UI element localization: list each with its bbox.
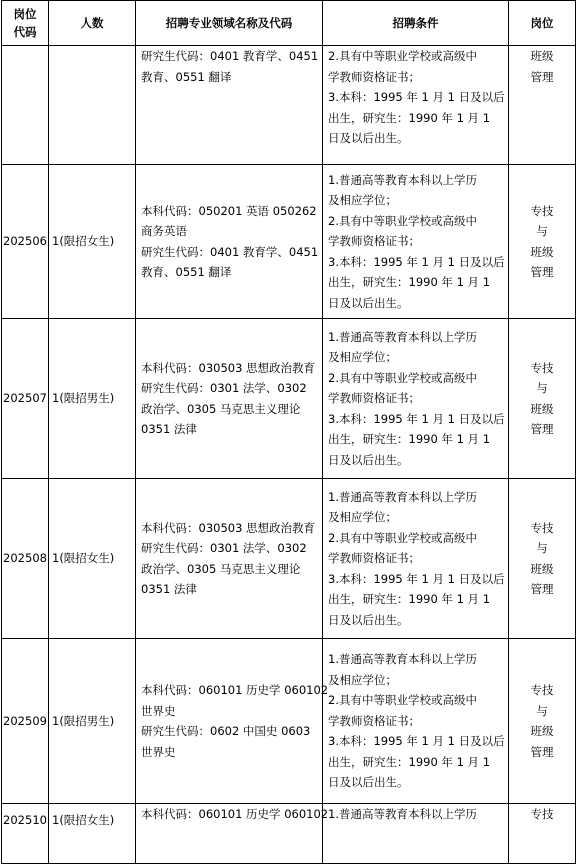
position-line: 与	[536, 703, 548, 718]
conditions-line: 出生，研究生：1990 年 1 月 1	[328, 275, 491, 290]
conditions-line: 日及以后出生。	[328, 452, 409, 467]
conditions-line: 3.本科：1995 年 1 月 1 日及以后	[328, 734, 505, 749]
major-line: 本科代码：060101 历史学 060102	[141, 683, 329, 697]
table-row	[2, 319, 576, 479]
position-cell	[509, 479, 576, 639]
major-cell	[136, 639, 329, 804]
major-line: 研究生代码：0301 法学、0302	[141, 381, 307, 395]
conditions-line: 1.普通高等教育本科以上学历	[328, 807, 477, 821]
header-conditions: 招聘条件	[323, 1, 509, 46]
conditions-line: 日及以后出生。	[328, 775, 409, 790]
major-line: 商务英语	[141, 224, 187, 238]
conditions-cell	[323, 479, 509, 639]
position-line: 专技	[530, 807, 554, 821]
position-line: 班级	[530, 49, 554, 63]
position-cell	[509, 639, 576, 804]
conditions-line: 3.本科：1995 年 1 月 1 日及以后	[328, 571, 505, 586]
table-row	[2, 165, 576, 319]
position-cell	[509, 165, 576, 319]
major-line: 本科代码：050201 英语 050262	[141, 203, 317, 218]
position-code-cell	[2, 46, 49, 165]
conditions-cell	[323, 319, 509, 479]
position-code-cell: 202510	[2, 804, 49, 864]
conditions-line: 2.具有中等职业学校或高级中	[328, 213, 477, 228]
header-row	[2, 1, 576, 46]
conditions-line: 3.本科：1995 年 1 月 1 日及以后	[328, 90, 505, 104]
recruitment-table	[1, 0, 576, 864]
position-line: 管理	[530, 582, 554, 596]
conditions-line: 出生，研究生：1990 年 1 月 1	[328, 754, 491, 769]
position-code-cell: 202506	[2, 165, 49, 319]
conditions-cell	[323, 804, 509, 864]
major-cell	[136, 319, 323, 479]
position-line: 管理	[530, 744, 554, 759]
position-line: 专技	[530, 683, 554, 697]
major-line: 教育、0551 翻译	[141, 265, 232, 279]
header-count: 人数	[49, 1, 136, 46]
major-line: 研究生代码：0602 中国史 0603	[141, 724, 311, 738]
conditions-line: 学教师资格证书；	[328, 391, 420, 406]
major-line: 研究生代码：0401 教育学、0451	[141, 49, 319, 63]
position-line: 与	[536, 381, 548, 395]
header-position: 岗位	[509, 1, 576, 46]
major-line: 政治学、0305 马克思主义理论	[141, 561, 301, 576]
headcount-cell: 1(限招女生)	[49, 479, 136, 639]
major-cell	[136, 804, 329, 864]
position-code-cell: 202509	[2, 639, 49, 804]
position-code-cell: 202507	[2, 319, 49, 479]
conditions-cell	[323, 639, 509, 804]
conditions-line: 出生，研究生：1990 年 1 月 1	[328, 592, 491, 607]
major-line: 世界史	[141, 744, 176, 759]
major-line: 0351 法律	[141, 582, 197, 596]
position-line: 管理	[530, 69, 554, 84]
position-line: 管理	[530, 265, 554, 279]
conditions-line: 日及以后出生。	[328, 131, 409, 145]
conditions-line: 学教师资格证书；	[328, 69, 420, 84]
position-code-cell: 202508	[2, 479, 49, 639]
conditions-line: 2.具有中等职业学校或高级中	[328, 530, 477, 545]
headcount-cell	[49, 46, 136, 165]
headcount-cell: 1(限招男生)	[49, 639, 136, 804]
conditions-line: 出生，研究生：1990 年 1 月 1	[328, 432, 491, 447]
major-line: 本科代码：060101 历史学 060102	[141, 807, 329, 821]
header-major: 招聘专业领域名称及代码	[136, 1, 323, 46]
headcount-cell: 1(限招男生)	[49, 319, 136, 479]
conditions-line: 3.本科：1995 年 1 月 1 日及以后	[328, 254, 505, 269]
position-line: 专技	[530, 360, 554, 375]
headcount-cell: 1(限招女生)	[49, 804, 136, 864]
major-line: 本科代码：030503 思想政治教育	[141, 520, 316, 535]
conditions-line: 学教师资格证书；	[328, 234, 420, 249]
major-line: 政治学、0305 马克思主义理论	[141, 401, 301, 416]
conditions-line: 2.具有中等职业学校或高级中	[328, 370, 477, 385]
major-line: 世界史	[141, 703, 176, 718]
conditions-line: 1.普通高等教育本科以上学历	[328, 489, 477, 504]
major-cell	[136, 165, 323, 319]
header-position-code: 岗位 代码	[2, 1, 49, 46]
position-line: 与	[536, 541, 548, 555]
conditions-line: 学教师资格证书；	[328, 551, 420, 566]
major-line: 教育、0551 翻译	[141, 69, 232, 84]
conditions-line: 及相应学位；	[328, 510, 397, 525]
conditions-line: 1.普通高等教育本科以上学历	[328, 652, 477, 667]
position-cell	[509, 804, 576, 864]
conditions-cell	[323, 165, 509, 319]
position-line: 班级	[530, 561, 554, 576]
table-body	[2, 46, 576, 864]
position-line: 班级	[530, 401, 554, 416]
position-line: 专技	[530, 203, 554, 218]
conditions-line: 出生，研究生：1990 年 1 月 1	[328, 110, 491, 125]
position-line: 与	[536, 224, 548, 238]
conditions-line: 日及以后出生。	[328, 612, 409, 627]
major-cell	[136, 479, 323, 639]
major-line: 0351 法律	[141, 422, 197, 436]
conditions-line: 及相应学位；	[328, 672, 397, 687]
major-line: 本科代码：030503 思想政治教育	[141, 360, 316, 375]
position-cell	[509, 319, 576, 479]
position-line: 班级	[530, 244, 554, 259]
major-line: 研究生代码：0301 法学、0302	[141, 541, 307, 555]
position-cell	[509, 46, 576, 165]
conditions-line: 1.普通高等教育本科以上学历	[328, 172, 477, 187]
table-row	[2, 639, 576, 804]
conditions-line: 2.具有中等职业学校或高级中	[328, 49, 477, 63]
conditions-line: 及相应学位；	[328, 350, 397, 365]
table-row	[2, 479, 576, 639]
conditions-cell	[323, 46, 509, 165]
conditions-line: 及相应学位；	[328, 193, 397, 208]
headcount-cell: 1(限招女生)	[49, 165, 136, 319]
position-line: 班级	[530, 724, 554, 738]
position-line: 管理	[530, 422, 554, 436]
conditions-line: 3.本科：1995 年 1 月 1 日及以后	[328, 411, 505, 426]
table-row	[2, 46, 576, 165]
major-cell	[136, 46, 323, 165]
position-line: 专技	[530, 520, 554, 535]
table-row	[2, 804, 576, 864]
conditions-line: 2.具有中等职业学校或高级中	[328, 693, 477, 708]
conditions-line: 学教师资格证书；	[328, 713, 420, 728]
conditions-line: 日及以后出生。	[328, 295, 409, 310]
conditions-line: 1.普通高等教育本科以上学历	[328, 329, 477, 344]
major-line: 研究生代码：0401 教育学、0451	[141, 244, 319, 259]
